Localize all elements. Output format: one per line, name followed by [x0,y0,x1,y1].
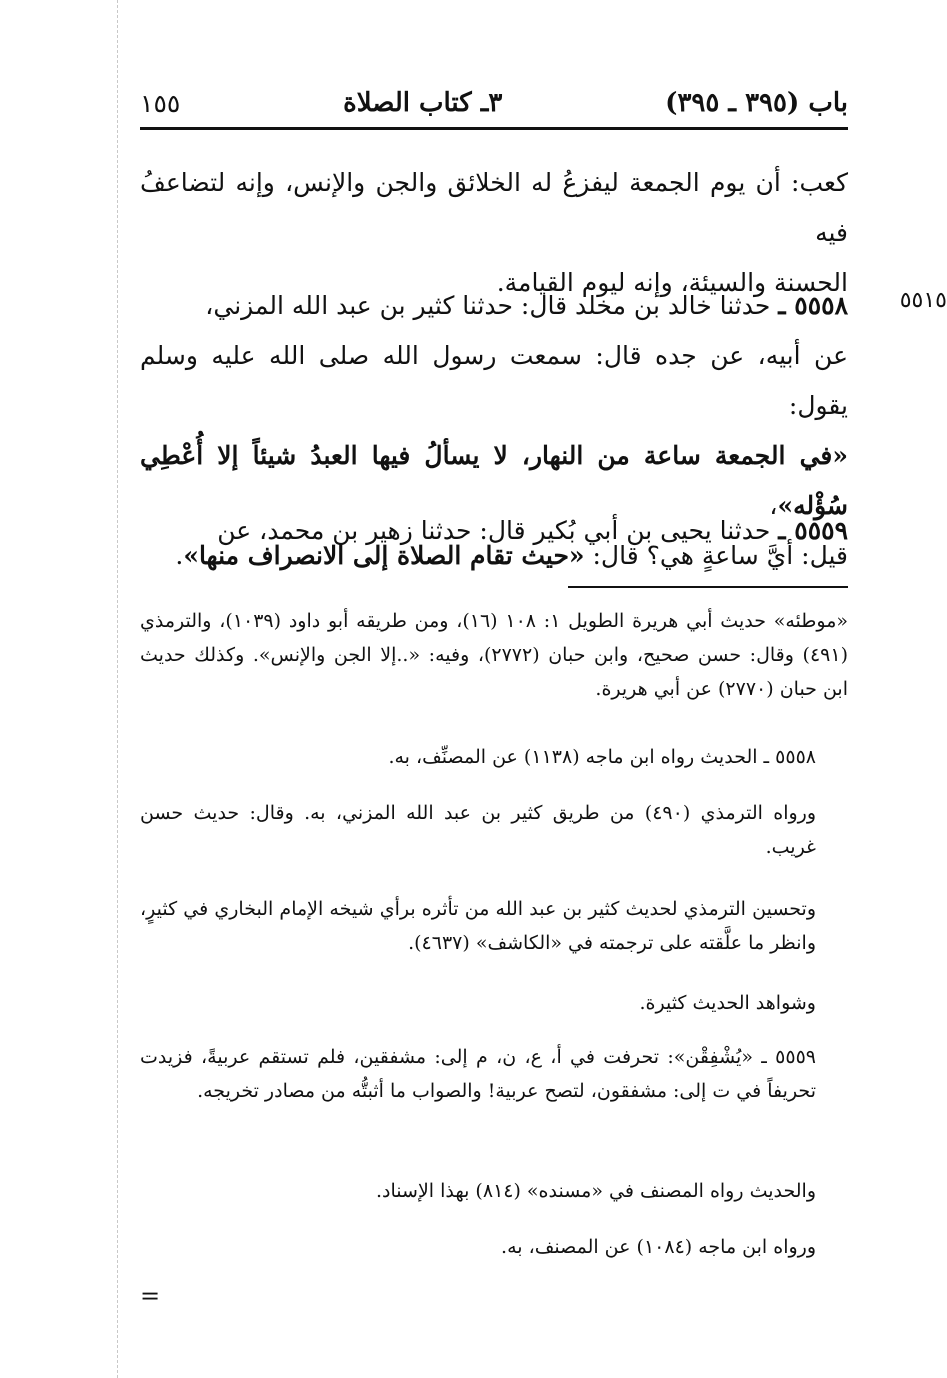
hadith-number: ٥٥٥٨ ـ [778,291,848,320]
footnote-paragraph: ٥٥٥٩ ـ «يُشْفِقْن»: تحرفت في أ، ع، ن، م إلى: مشفقين، فلم تستقم عربيةً، فزيدت تحريفاً في ت إلى: مشفقون، لتصح عربية! والصواب ما أثبتُّه من مصادر تخريجه. [140,1046,816,1102]
footnote-block-3 [140,796,848,864]
text-line: ٥٥٥٨ ـ حدثنا خالد بن مخلد قال: حدثنا كثير بن عبد الله المزني، [205,291,848,320]
footnote-paragraph: وشواهد الحديث كثيرة. [639,992,816,1014]
hadith-matn: «في الجمعة ساعة من النهار، لا يسألُ فيها العبدُ شيئاً إلا أُعْطِي سُؤْله» [140,441,848,520]
footnote-paragraph: ٥٥٥٨ ـ الحديث رواه ابن ماجه (١١٣٨) عن المصنِّف، به. [388,746,816,768]
text-line: ٥٥٥٩ ـ حدثنا يحيى بن أبي بُكير قال: حدثنا زهير بن محمد، عن [217,516,848,545]
text-line: عن أبيه، عن جده قال: سمعت رسول الله صلى الله عليه وسلم يقول: [140,341,848,420]
footnote-paragraph: ورواه ابن ماجه (١٠٨٤) عن المصنف، به. [501,1236,816,1258]
hadith-5559 [140,506,848,556]
footnote-block-6 [140,1040,848,1108]
footnote-block-8 [140,1230,848,1264]
text-line: الحسنة والسيئة، وإنه ليوم القيامة. [496,268,848,297]
header-rule [140,127,848,130]
margin-reference-number: ٥٥١٥ [899,288,947,313]
hadith-matn: «حيث تقام الصلاة إلى الانصراف منها» [183,541,585,570]
text-line: كعب: أن يوم الجمعة ليفزعُ له الخلائق والجن والإنس، وإنه لتضاعفُ فيه [140,168,848,247]
book-title: ٣ـ كتاب الصلاة [343,88,503,118]
text-line: قيل: أيَّ ساعةٍ هي؟ قال: «حيث تقام الصلاة إلى الانصراف منها». [175,541,848,570]
hadith-number: ٥٥٥٩ ـ [778,516,848,545]
footnote-block-4 [140,892,848,960]
running-header [140,80,848,126]
footnote-separator [568,586,848,588]
scan-page-edge [117,0,118,1378]
footnote-paragraph: ورواه الترمذي (٤٩٠) من طريق كثير بن عبد الله المزني، به. وقال: حديث حسن غريب. [140,802,816,858]
footnote-block-5 [140,986,848,1020]
footnote-paragraph: والحديث رواه المصنف في «مسنده» (٨١٤) بهذا الإسناد. [376,1180,816,1202]
footnote-block-1 [140,604,848,706]
chapter-range: باب (٣٩٥ ـ ٣٩٥) [665,88,848,118]
footnote-block-2 [140,740,848,774]
book-page [140,0,947,1378]
page-number: ١٥٥ [140,88,181,118]
text-line: «في الجمعة ساعة من النهار، لا يسألُ فيها العبدُ شيئاً إلا أُعْطِي سُؤْله»، [140,441,848,520]
footnote-paragraph: «موطئه» حديث أبي هريرة الطويل ١: ١٠٨ (١٦)، ومن طريقه أبو داود (١٠٣٩)، والترمذي (٤٩١) وقال: حسن صحيح، وابن حبان (٢٧٧٢)، وفيه: «..إلا الجن والإنس». وكذلك حديث ابن حبان (٢٧٧٠) عن أبي هريرة. [140,610,849,700]
footnote-block-7 [140,1174,848,1208]
footnote-paragraph: وتحسين الترمذي لحديث كثير بن عبد الله من تأثره برأي شيخه الإمام البخاري في كثيرٍ، وانظر ما علَّقته على ترجمته في «الكاشف» (٤٦٣٧). [140,898,816,954]
continuation-mark: = [140,1282,161,1310]
